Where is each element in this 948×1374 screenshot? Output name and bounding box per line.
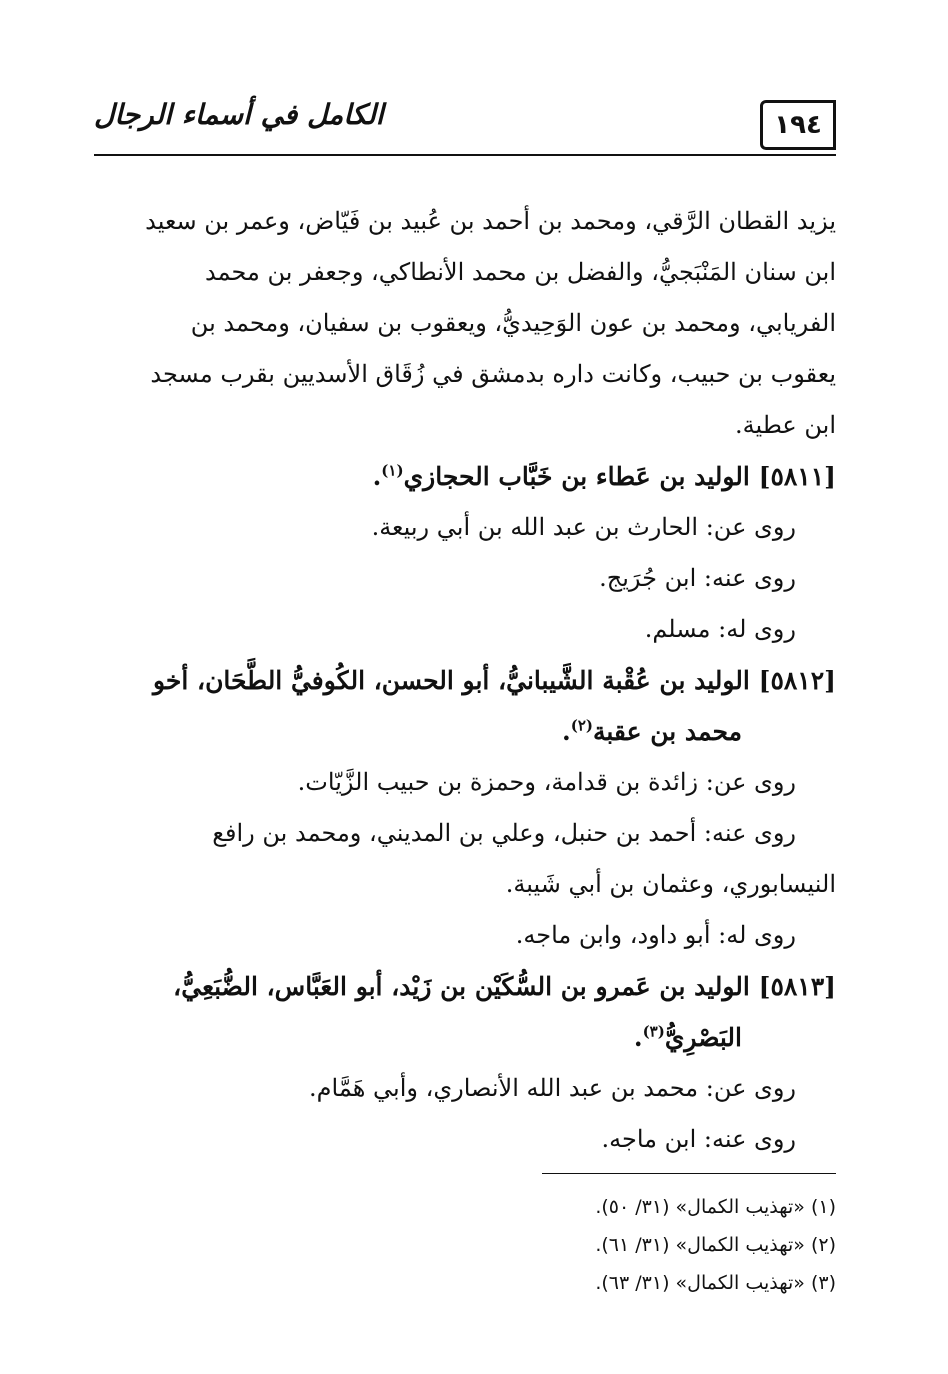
entry-5812 — [94, 655, 836, 961]
narration-line: روى عن: محمد بن عبد الله الأنصاري، وأبي هَمَّام. — [309, 1074, 796, 1102]
footnote: (٢) «تهذيب الكمال» (٣١/ ٦١). — [595, 1234, 836, 1256]
entry-5811 — [94, 451, 836, 655]
entry-name-continued: محمد بن عقبة — [592, 717, 742, 746]
narration-line: روى عن: الحارث بن عبد الله بن أبي ربيعة. — [371, 513, 796, 541]
text-line: الفريابي، ومحمد بن عون الوَحِيديُّ، ويعقوب بن سفيان، ومحمد بن — [190, 309, 836, 337]
narration-line: روى عن: زائدة بن قدامة، وحمزة بن حبيب الزَّيّات. — [297, 768, 796, 796]
narration-line: روى عنه: ابن جُرَيج. — [599, 564, 796, 592]
entry-5813 — [94, 961, 836, 1165]
page-content — [94, 196, 836, 1165]
entry-name: الوليد بن عَطاء بن خَبَّاب الحجازي — [403, 462, 750, 491]
page-header — [94, 88, 836, 158]
narration-line: روى له: أبو داود، وابن ماجه. — [515, 921, 796, 949]
entry-end: . — [372, 462, 382, 491]
text-line: يزيد القطان الرَّقي، ومحمد بن أحمد بن عُبيد بن فَيّاض، وعمر بن سعيد — [145, 207, 836, 235]
footnote: (٣) «تهذيب الكمال» (٣١/ ٦٣). — [595, 1272, 836, 1294]
text-line: يعقوب بن حبيب، وكانت داره بدمشق في زُقَاق الأسديين بقرب مسجد — [150, 360, 836, 388]
page-number: ١٩٤ — [760, 100, 836, 150]
text-line: ابن سنان المَنْبَجيُّ، والفضل بن محمد الأنطاكي، وجعفر بن محمد — [205, 258, 836, 286]
running-title: الكامل في أسماء الرجال — [94, 98, 384, 131]
entry-heading — [94, 451, 836, 502]
entry-heading — [94, 961, 836, 1012]
entry-heading-continued — [94, 706, 836, 757]
narration-line: روى له: مسلم. — [644, 615, 796, 643]
footnotes — [94, 1188, 836, 1302]
text-line: ابن عطية. — [735, 411, 836, 439]
entry-number: [٥٨١٣] — [758, 972, 836, 1001]
entry-end: . — [561, 717, 571, 746]
footnote: (١) «تهذيب الكمال» (٣١/ ٥٠). — [595, 1196, 836, 1218]
book-page — [94, 88, 836, 1328]
narration-line: روى عنه: أحمد بن حنبل، وعلي بن المديني، ومحمد بن رافع — [212, 819, 796, 847]
entry-name-continued: البَصْرِيُّ — [664, 1023, 742, 1052]
entry-name: الوليد بن عَمرو بن السُّكَيْن بن زَيْد، أبو العَبَّاس، الضُّبَعِيُّ، — [173, 972, 750, 1001]
entry-number: [٥٨١١] — [758, 462, 836, 491]
entry-end: . — [633, 1023, 643, 1052]
footnote-ref: (٣) — [642, 1022, 665, 1041]
entry-heading — [94, 655, 836, 706]
entry-number: [٥٨١٢] — [758, 666, 836, 695]
entry-name: الوليد بن عُقْبة الشَّيبانيُّ، أبو الحسن، الكُوفيُّ الطَّحَان، أخو — [152, 666, 750, 695]
narration-line: روى عنه: ابن ماجه. — [601, 1125, 796, 1153]
entry-heading-continued — [94, 1012, 836, 1063]
footnote-ref: (٢) — [570, 716, 593, 735]
footnote-divider — [542, 1173, 836, 1174]
header-rule — [94, 154, 836, 156]
footnote-ref: (١) — [381, 461, 404, 480]
narration-line-continued: النيسابوري، وعثمان بن أبي شَيبة. — [505, 870, 836, 898]
intro-paragraph — [94, 196, 836, 451]
